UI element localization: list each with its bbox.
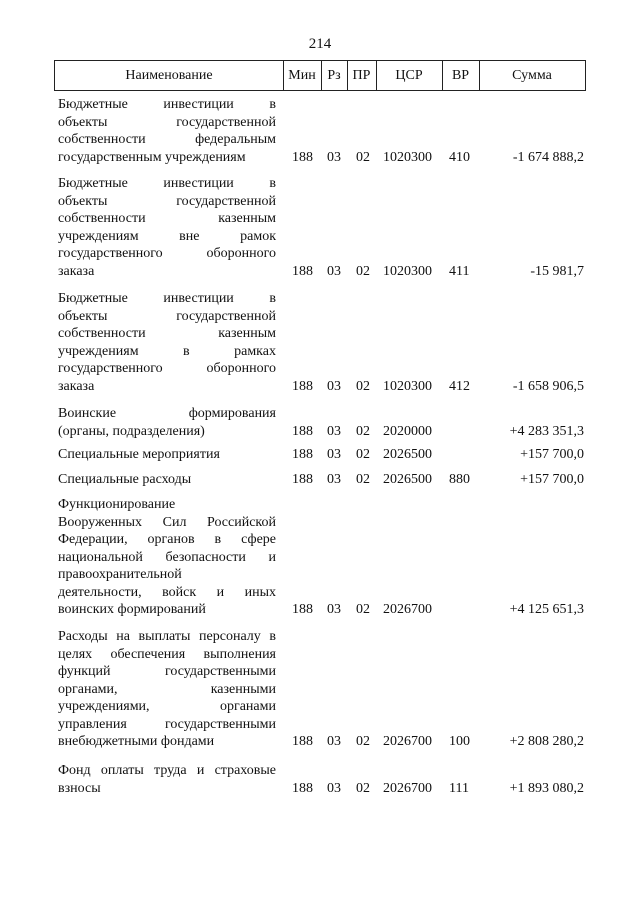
row-name-line: Специальные расходы [58,472,192,487]
row-name-line: собственности федеральным [58,132,276,147]
row-rz: 03 [327,447,341,462]
row-name [58,762,276,797]
row-name-line: учреждениям вне рамок [58,228,276,244]
row-csr: 2026700 [383,602,432,617]
row-name-line: целях обеспечения выполнения [58,646,276,662]
row-name-line: учреждениям в рамках [58,343,276,359]
row-name-line: органами, казенными [58,681,276,697]
row-name-line: национальной безопасности и [58,549,276,565]
row-vr: 100 [449,734,470,749]
row-pr: 02 [356,149,370,165]
row-csr: 1020300 [383,378,432,394]
row-name-line: Вооруженных Сил Российской [58,514,276,530]
row-sum: -1 674 888,2 [512,149,584,165]
row-name-line: государственного оборонного [58,246,276,261]
header-pr: ПР [352,68,371,83]
row-vr: 412 [449,378,470,394]
row-sum: -1 658 906,5 [512,378,584,394]
header-rz: Рз [327,68,341,83]
row-name-line: Воинские формирования [58,406,276,421]
row-rz: 03 [327,378,341,394]
table-header [54,60,586,91]
row-sum: +157 700,0 [520,447,584,462]
row-name-line: Специальные мероприятия [58,447,220,462]
row-rz: 03 [327,734,341,749]
row-name-line: собственности казенным [58,211,276,226]
row-pr: 02 [356,780,370,796]
row-pr: 02 [356,263,370,279]
page-number: 214 [308,36,332,52]
row-rz: 03 [327,149,341,165]
row-name-line: Федерации, органов в сфере [58,532,276,547]
row-vr: 410 [449,149,470,165]
row-name-line: правоохранительной [58,567,182,582]
row-sum: +4 125 651,3 [509,602,584,617]
row-sum: +2 808 280,2 [509,734,584,749]
row-pr: 02 [356,602,370,617]
row-name-line: заказа [58,378,95,394]
row-pr: 02 [356,734,370,749]
row-name-line: функций государственными [58,664,276,679]
row-name-line: внебюджетными фондами [58,734,215,749]
row-name [58,175,276,280]
row-name [58,290,276,395]
header-vr: ВР [451,68,470,83]
row-rz: 03 [327,472,341,487]
row-csr: 1020300 [383,149,432,165]
row-name-line: объекты государственной [58,308,276,324]
row-min: 188 [292,780,313,796]
row-min: 188 [292,447,313,462]
row-name-line: Бюджетные инвестиции в [58,97,276,112]
row-csr: 2026500 [383,472,432,487]
row-name-line: Бюджетные инвестиции в [58,176,276,191]
row-name [58,628,276,751]
row-name [58,471,276,489]
row-min: 188 [292,263,313,279]
row-rz: 03 [327,423,341,439]
header-name: Наименование [125,68,213,83]
row-name-line: воинских формирований [58,602,206,617]
row-vr: 411 [449,263,470,279]
row-name-line: учреждениями, органами [58,699,276,714]
row-name-line: объекты государственной [58,114,276,130]
row-csr: 2026700 [383,734,432,749]
header-sum: Сумма [512,68,552,83]
row-sum: +4 283 351,3 [509,423,584,439]
row-sum: +1 893 080,2 [509,780,584,796]
row-rz: 03 [327,780,341,796]
row-sum: -15 981,7 [530,263,584,279]
row-min: 188 [292,423,313,439]
row-vr: 880 [449,472,470,487]
row-name-line: государственного оборонного [58,361,276,376]
row-pr: 02 [356,378,370,394]
row-name [58,446,276,464]
row-min: 188 [292,472,313,487]
row-vr: 111 [449,780,469,796]
row-csr: 2026500 [383,447,432,462]
row-name-line: государственным учреждениям [58,149,246,165]
row-name [58,96,276,166]
row-name-line: Бюджетные инвестиции в [58,291,276,306]
row-name-line: Расходы на выплаты персоналу в [58,629,276,644]
row-name [58,496,276,619]
row-name-line: управления государственными [58,716,276,732]
row-name-line: взносы [58,780,101,796]
row-rz: 03 [327,263,341,279]
row-name-line: заказа [58,263,95,279]
row-min: 188 [292,734,313,749]
row-csr: 2020000 [383,423,432,439]
row-name-line: (органы, подразделения) [58,423,205,439]
header-csr: ЦСР [395,68,423,83]
row-name-line: деятельности, войск и иных [58,584,276,600]
row-name-line: Функционирование [58,497,176,512]
row-name-line: собственности казенным [58,326,276,341]
row-pr: 02 [356,472,370,487]
row-pr: 02 [356,447,370,462]
header-min: Мин [288,68,316,83]
row-pr: 02 [356,423,370,439]
row-rz: 03 [327,602,341,617]
row-name [58,405,276,440]
row-min: 188 [292,378,313,394]
row-name-line: Фонд оплаты труда и страховые [58,763,276,778]
row-sum: +157 700,0 [520,472,584,487]
row-min: 188 [292,602,313,617]
row-min: 188 [292,149,313,165]
row-csr: 1020300 [383,263,432,279]
row-name-line: объекты государственной [58,193,276,209]
row-csr: 2026700 [383,780,432,796]
